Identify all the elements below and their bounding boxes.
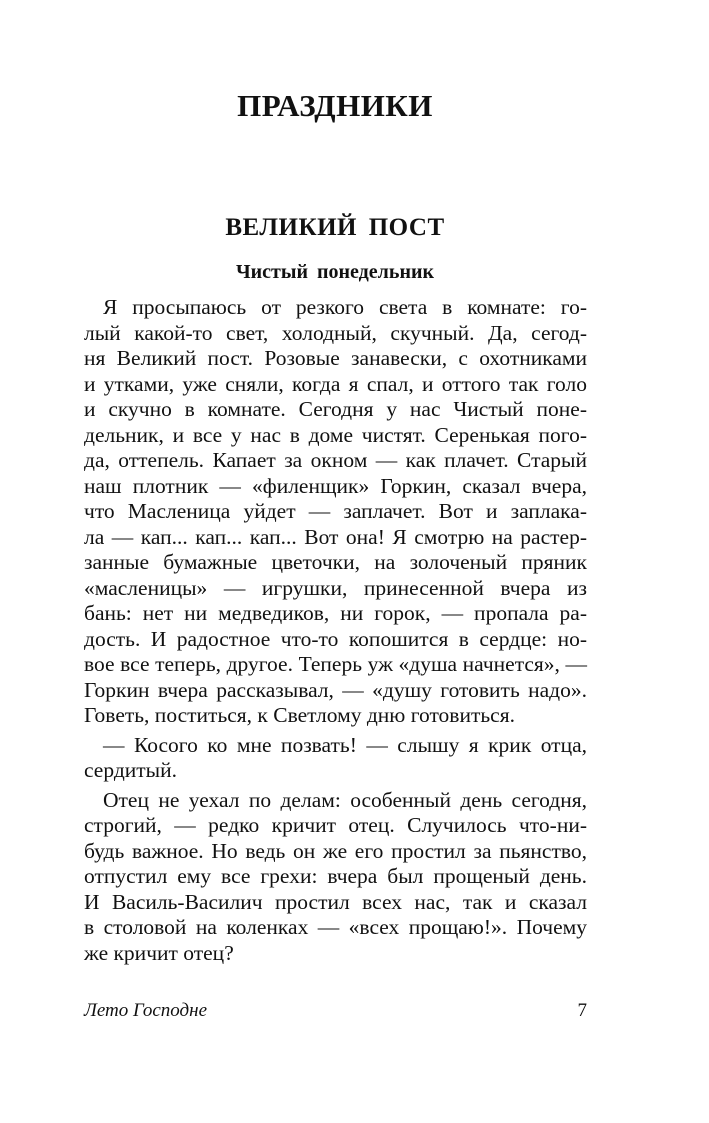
chapter-title: ВЕЛИКИЙ ПОСТ (225, 214, 445, 241)
text-line: вое все теперь, другое. Теперь уж «душа начнется», — (84, 652, 587, 676)
paragraph (84, 788, 587, 967)
text-line: — Косого ко мне позвать! — слышу я крик отца, (103, 732, 587, 757)
paragraph (84, 733, 587, 784)
text-line: ня Великий пост. Розовые занавески, с охотниками (84, 346, 587, 370)
body-text (84, 295, 587, 966)
text-line: Горкин вчера рассказывал, — «душу готовить надо». (84, 677, 587, 702)
text-line: Отец не уехал по делам: особенный день сегодня, (103, 787, 587, 812)
part-title: ПРАЗДНИКИ (237, 88, 433, 123)
text-line: занные бумажные цветочки, на золоченый пряник (84, 550, 587, 574)
text-line: Я просыпаюсь от резкого света в комнате: го- (103, 295, 587, 319)
text-line: бань: нет ни медведиков, ни горок, — пропала ра- (84, 601, 587, 625)
text-line: и утками, уже сняли, когда я спал, и оттого так голо (84, 371, 587, 396)
text-line: дельник, и все у нас в доме чистят. Серенькая пого- (84, 422, 587, 447)
text-line: лый какой-то свет, холодный, скучный. Да, сегод- (84, 320, 587, 345)
paragraph (84, 295, 587, 729)
text-line: дость. И радостное что-то копошится в сердце: но- (84, 626, 587, 651)
text-line: и скучно в комнате. Сегодня у нас Чистый поне- (84, 397, 587, 421)
text-line: сердитый. (84, 758, 177, 782)
running-footer-title: Лето Господне (84, 1000, 207, 1021)
text-line: что Масленица уйдет — заплачет. Вот и заплака- (84, 499, 587, 523)
page-number: 7 (577, 1000, 587, 1021)
text-line: Говеть, поститься, к Светлому дню готовиться. (84, 703, 515, 727)
text-line: «масленицы» — игрушки, принесенной вчера из (84, 575, 587, 600)
text-line: ла — кап... кап... кап... Вот она! Я смотрю на растер- (84, 524, 587, 549)
text-line: же кричит отец? (84, 940, 234, 965)
text-line: строгий, — редко кричит отец. Случилось что-ни- (84, 813, 587, 837)
text-line: в столовой на коленках — «всех прощаю!». Почему (84, 915, 587, 939)
text-line: отпустил ему все грехи: вчера был прощеный день. (84, 864, 587, 888)
text-line: наш плотник — «филенщик» Горкин, сказал вчера, (84, 473, 587, 498)
text-line: да, оттепель. Капает за окном — как плачет. Старый (84, 448, 587, 472)
text-line: будь важное. Но ведь он же его простил за пьянство, (84, 838, 587, 863)
section-title: Чистый понедельник (235, 261, 435, 283)
text-line: И Василь-Василич простил всех нас, так и сказал (84, 889, 587, 914)
